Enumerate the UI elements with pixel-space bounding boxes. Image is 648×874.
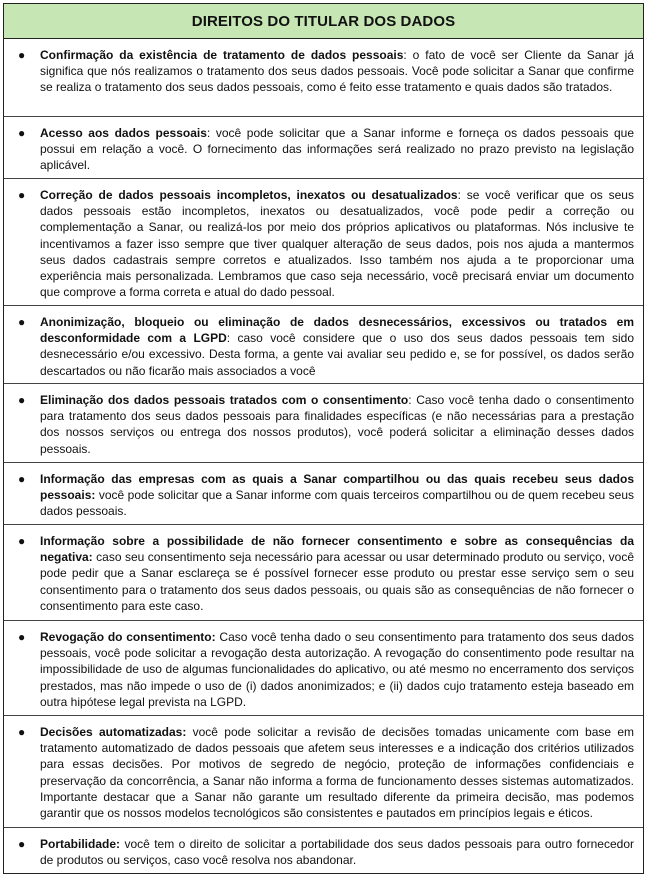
bullet-icon: ● <box>18 393 26 407</box>
item-heading: Informação sobre a possibilidade de não fornecer consentimento e sobre as consequências da negativa: <box>40 534 634 565</box>
item-heading: Portabilidade: <box>40 837 121 851</box>
item-body: você pode solicitar a revisão de decisões tomadas unicamente com base em tratamento automatizado de dados pessoais que afetem seus interesses e a indicação dos critérios utilizados para essas decisões. Por motivos de segredo de negócio, proteção de informações confidenciais e preservação da concorrência, a Sanar não informa a forma de funcionamento desses sistemas automatizados. Importante destacar que a Sanar não garante um resultado diferente da primeira decisão, mas podemos garantir que os nossos modelos tecnológicos são consistentes e pautados em princípios legais e éticos. <box>40 725 634 821</box>
list-item <box>4 384 643 463</box>
list-item <box>4 525 643 621</box>
list-item <box>4 117 643 179</box>
item-heading: Eliminação dos dados pessoais tratados com o consentimento <box>40 393 409 407</box>
item-heading: Acesso aos dados pessoais <box>40 126 207 140</box>
list-item-text <box>40 724 643 827</box>
bullet-icon: ● <box>18 534 26 548</box>
rights-table <box>3 3 644 874</box>
list-item-text <box>40 629 643 715</box>
item-heading: Anonimização, bloqueio ou eliminação de dados desnecessários, excessivos ou tratados em desconformidade com a LGPD <box>40 315 634 346</box>
list-item <box>4 306 643 384</box>
item-heading: Confirmação da existência de tratamento de dados pessoais <box>40 48 404 62</box>
bullet-icon: ● <box>18 837 26 851</box>
list-item-text <box>40 125 643 178</box>
list-item <box>4 39 643 117</box>
list-item-text <box>40 471 643 524</box>
item-body: você pode solicitar que a Sanar informe com quais terceiros compartilhou ou de quem recebeu seus dados pessoais. <box>40 488 634 519</box>
list-item-text <box>40 187 643 305</box>
item-heading: Correção de dados pessoais incompletos, inexatos ou desatualizados <box>40 188 458 202</box>
list-item <box>4 828 643 873</box>
list-item-text <box>40 533 643 620</box>
item-body: Caso você tenha dado o seu consentimento para tratamento dos seus dados pessoais, você pode solicitar a revogação desta autorização. A revogação do consentimento pode resultar na impossibilidade de uso de algumas funcionalidades do aplicativo, ou até mesmo no encerramento dos serviços prestados, mas não impede o uso de (i) dados anonimizados; e (ii) dados cujo tratamento esteja baseado em outra hipótese legal prevista na LGPD. <box>40 630 634 709</box>
bullet-icon: ● <box>18 630 26 644</box>
bullet-icon: ● <box>18 48 26 62</box>
bullet-icon: ● <box>18 188 26 202</box>
list-item-text <box>40 314 643 383</box>
list-item <box>4 179 643 306</box>
item-heading: Revogação do consentimento: <box>40 630 216 644</box>
item-heading: Decisões automatizadas: <box>40 725 187 739</box>
item-body: : caso você considere que o uso dos seus dados pessoais tem sido desnecessário e/ou excessivo. Desta forma, a gente vai avaliar seu pedido e, se for possível, os dados serão descartados ou não ficarão mais associados a você <box>40 331 635 378</box>
table-title: DIREITOS DO TITULAR DOS DADOS <box>4 4 643 39</box>
bullet-icon: ● <box>18 472 26 486</box>
item-body: : você pode solicitar que a Sanar informe e forneça os dados pessoais que possui em relação a você. O fornecimento das informações será realizado no prazo previsto na legislação aplicável. <box>40 126 634 173</box>
item-body: caso seu consentimento seja necessário para acessar ou usar determinado produto ou serviço, você pode pedir que a Sanar esclareça se é possível fornecer esse produto ou prestar esse serviço sem o seu consentimento para o tratamento dos seus dados pessoais, ou quais são as consequências de não fornecer o consentimento para este caso. <box>40 550 634 613</box>
item-body: : o fato de você ser Cliente da Sanar já significa que nós realizamos o tratamento dos seus dados pessoais. Você pode solicitar a Sanar que confirme se realiza o tratamento dos seus dados pessoais, como é feito esse tratamento e quais dados são tratados. <box>40 48 634 95</box>
bullet-icon: ● <box>18 126 26 140</box>
item-body: : Caso você tenha dado o consentimento para tratamento dos seus dados pessoais para finalidades específicas (e não necessárias para a prestação dos nossos serviços ou entrega dos nossos produtos), você poderá solicitar a eliminação desses dados pessoais. <box>40 393 634 456</box>
list-item <box>4 716 643 828</box>
bullet-icon: ● <box>18 725 26 739</box>
item-body: : se você verificar que os seus dados pessoais estão incompletos, inexatos ou desatualizados, você pode pedir a correção ou complementação a Sanar, ou realizá-los por meio dos próprios aplicativos ou plataformas. Nós inclusive te incentivamos a fazer isso sempre que tiver qualquer alteração de seus dados, pois nos ajuda a mantermos seus dados cadastrais sempre corretos e atualizados. Isso também nos ajuda a te proporcionar uma experiência mais personalizada. Lembramos que caso seja necessário, você precisará enviar um documento que comprove a forma correta e atual do dado pessoal. <box>40 188 634 300</box>
item-heading: Informação das empresas com as quais a Sanar compartilhou ou das quais recebeu seus dados pessoais: <box>40 472 634 503</box>
bullet-icon: ● <box>18 315 26 329</box>
list-item-text <box>40 836 643 873</box>
list-item <box>4 463 643 525</box>
list-item-text <box>40 47 643 116</box>
list-item-text <box>40 392 643 462</box>
item-body: você tem o direito de solicitar a portabilidade dos seus dados pessoais para outro fornecedor de produtos ou serviços, caso você resolva nos abandonar. <box>40 837 634 868</box>
list-item <box>4 621 643 716</box>
